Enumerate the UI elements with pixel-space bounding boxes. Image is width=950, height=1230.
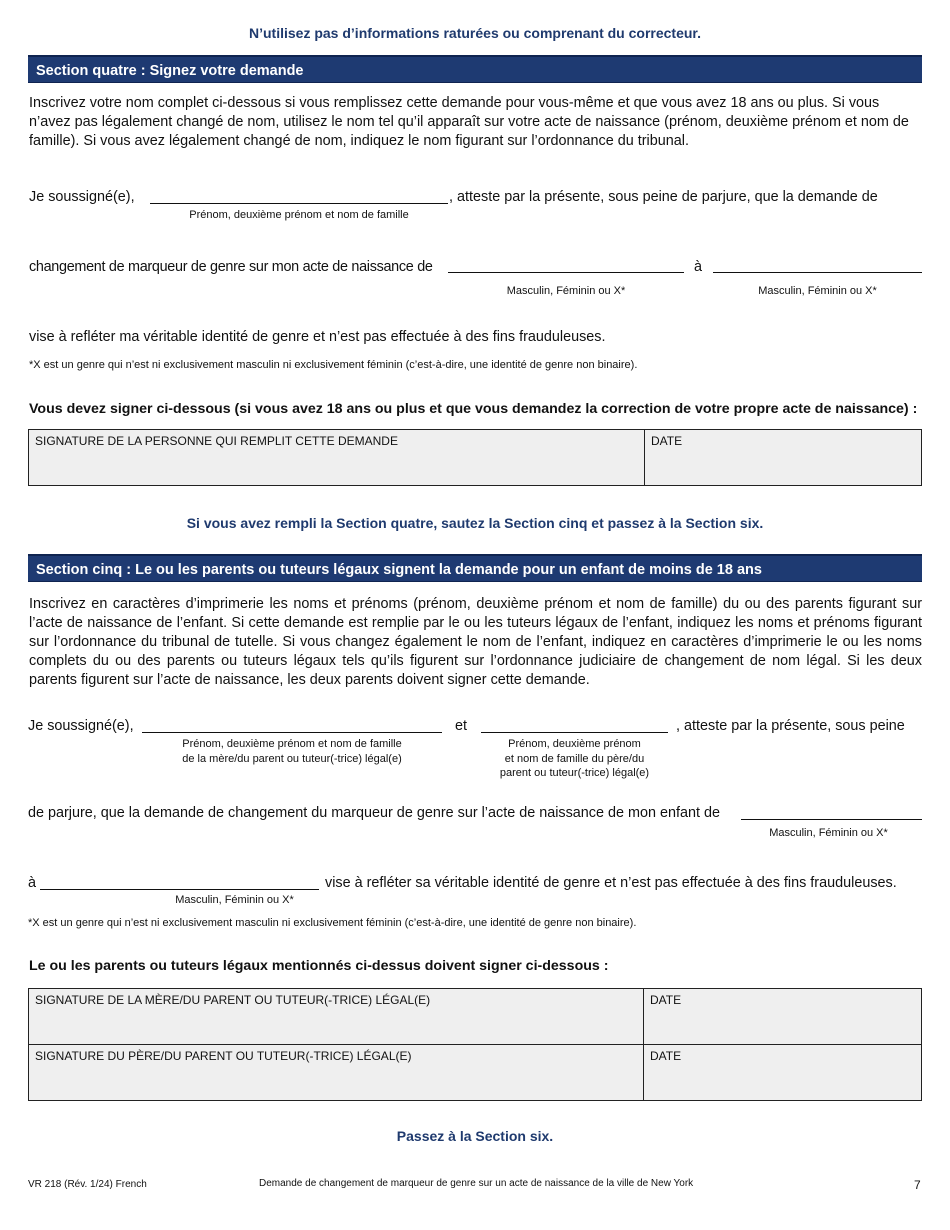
s4-gender-from-caption: Masculin, Féminin ou X* <box>506 285 626 297</box>
s4-footnote: *X est un genre qui n’est ni exclusivement masculin ni exclusivement féminin (c’est-à-dire, une identité de genre non binaire). <box>29 359 638 371</box>
s4-name-caption: Prénom, deuxième prénom et nom de famille <box>189 209 409 221</box>
s4-line1-prefix: Je soussigné(e), <box>29 189 135 205</box>
s5-line1-prefix: Je soussigné(e), <box>28 718 134 734</box>
footer-doc-title: Demande de changement de marqueur de genre sur un acte de naissance de la ville de New York <box>259 1178 694 1189</box>
s5-father-caption-line: Prénom, deuxième prénom <box>508 738 641 750</box>
footer-form-id: VR 218 (Rév. 1/24) French <box>28 1179 147 1190</box>
s5-father-date-field[interactable] <box>643 1045 923 1101</box>
s5-mother-caption-line: Prénom, deuxième prénom et nom de famille <box>182 738 402 750</box>
s4-signature-table <box>28 429 922 486</box>
s4-gender-to-input[interactable] <box>713 272 922 273</box>
s5-mother-date-field[interactable] <box>643 989 923 1044</box>
s4-line2-prefix: changement de marqueur de genre sur mon acte de naissance de <box>29 259 433 275</box>
s5-gender-from-caption: Masculin, Féminin ou X* <box>769 827 888 839</box>
s4-line2-middle: à <box>694 259 703 275</box>
s5-footnote: *X est un genre qui n’est ni exclusivement masculin ni exclusivement féminin (c’est-à-dire, une identité de genre non binaire). <box>28 917 637 929</box>
s4-sign-instruction: Vous devez signer ci-dessous (si vous avez 18 ans ou plus et que vous demandez la correction de votre propre acte de naissance) : <box>29 401 918 417</box>
s4-signature-label: SIGNATURE DE LA PERSONNE QUI REMPLIT CETTE DEMANDE <box>35 434 398 448</box>
section-four-intro: Inscrivez votre nom complet ci-dessous si vous remplissez cette demande pour vous-même et que vous avez 18 ans ou plus. Si vous n’avez pas légalement changé de nom, utilisez le nom tel qu’il apparaît sur votre acte de naissance (prénom, deuxième prénom et nom de famille). Si vous avez légalement changé de nom, indiquez le nom figurant sur l’ordonnance du tribunal. <box>29 95 909 149</box>
s4-line1-suffix: , atteste par la présente, sous peine de parjure, que la demande de <box>449 189 878 205</box>
s5-gender-to-caption: Masculin, Féminin ou X* <box>175 894 294 906</box>
s4-date-label: DATE <box>651 434 683 448</box>
s5-mother-name-input[interactable] <box>142 732 442 733</box>
section-five-intro: Inscrivez en caractères d’imprimerie les noms et prénoms (prénom, deuxième prénom et nom de famille) du ou des parents figurant sur l’acte de naissance de l’enfant. Si cette demande est remplie par le ou les tuteurs légaux de l’enfant, indiquez les noms et prénoms figurant sur l’ordonnance du tribunal de tutelle. Si vous changez également le nom de l’enfant, indiquez en caractères d’imprimerie le ou les noms complets du ou des parents ou tuteurs légaux tels qu’ils figurent sur l’ordonnance judiciaire de changement de nom légal. Si les deux parents figurent sur l’acte de naissance, les deux parents doivent signer cette demande. <box>29 596 922 688</box>
s5-mother-caption <box>142 737 442 766</box>
skip-notice: Si vous avez rempli la Section quatre, sautez la Section cinq et passez à la Section six. <box>186 515 764 531</box>
s4-name-input[interactable] <box>150 203 448 204</box>
s5-father-signature-field[interactable] <box>29 1045 643 1101</box>
s5-father-caption <box>481 737 668 781</box>
s5-line3-suffix: vise à refléter sa véritable identité de genre et n’est pas effectuée à des fins frauduleuses. <box>325 875 897 891</box>
s4-date-field[interactable] <box>644 430 923 485</box>
s5-signature-row-mother <box>29 989 921 1044</box>
s5-line2-prefix: de parjure, que la demande de changement du marqueur de genre sur l’acte de naissance de mon enfant de <box>28 805 721 821</box>
s5-father-date-label: DATE <box>650 1049 682 1063</box>
s5-mother-caption-line: de la mère/du parent ou tuteur(-trice) légal(e) <box>182 752 402 765</box>
s5-father-name-input[interactable] <box>481 732 668 733</box>
s5-mother-signature-field[interactable] <box>29 989 643 1044</box>
s5-gender-from-input[interactable] <box>741 819 922 820</box>
s4-line3: vise à refléter ma véritable identité de genre et n’est pas effectuée à des fins frauduleuses. <box>29 329 606 345</box>
footer-page-number: 7 <box>914 1178 921 1192</box>
s4-signature-field[interactable] <box>29 430 644 485</box>
top-notice: N’utilisez pas d’informations raturées ou comprenant du correcteur. <box>249 25 701 41</box>
s5-line1-middle: et <box>455 718 468 734</box>
s5-line3-prefix: à <box>28 875 37 891</box>
s5-line1-suffix: , atteste par la présente, sous peine <box>676 718 905 734</box>
s5-gender-to-input[interactable] <box>40 889 319 890</box>
s5-signature-table <box>28 988 922 1101</box>
s5-mother-signature-label: SIGNATURE DE LA MÈRE/DU PARENT OU TUTEUR(-TRICE) LÉGAL(E) <box>35 993 431 1007</box>
bottom-notice: Passez à la Section six. <box>396 1128 554 1144</box>
s5-mother-date-label: DATE <box>650 993 682 1007</box>
s4-gender-from-input[interactable] <box>448 272 684 273</box>
s5-father-caption-line: et nom de famille du père/du <box>504 752 645 765</box>
s4-gender-to-caption: Masculin, Féminin ou X* <box>758 285 877 297</box>
s5-father-caption-line: parent ou tuteur(-trice) légal(e) <box>499 767 650 779</box>
s5-father-signature-label: SIGNATURE DU PÈRE/DU PARENT OU TUTEUR(-TRICE) LÉGAL(E) <box>35 1049 412 1063</box>
s5-signature-row-father <box>29 1045 921 1101</box>
section-five-header: Section cinq : Le ou les parents ou tuteurs légaux signent la demande pour un enfant de moins de 18 ans <box>28 554 922 582</box>
s5-sign-instruction: Le ou les parents ou tuteurs légaux mentionnés ci-dessus doivent signer ci-dessous : <box>29 958 609 974</box>
section-four-header: Section quatre : Signez votre demande <box>28 55 922 83</box>
